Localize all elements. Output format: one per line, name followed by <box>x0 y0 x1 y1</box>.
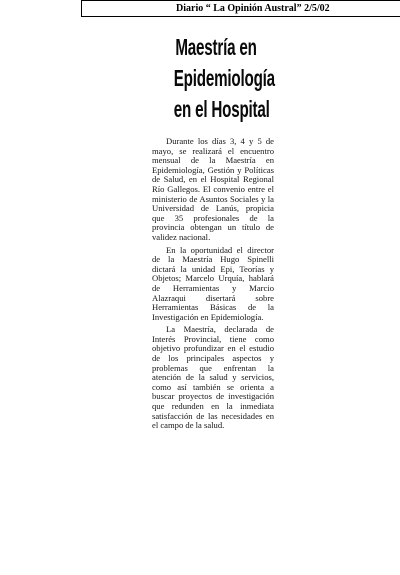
newspaper-clipping <box>152 32 280 493</box>
article-paragraph-3: La Maestría, declarada de Interés Provincial, tiene como objetivo profundizar en el estudio de los principales aspectos y problemas que enfrentan la atención de la salud y servicios, como así también se orienta a buscar proyectos de investigación que redunden en la inmediata satisfacción de las necesidades en el campo de la salud. <box>152 324 274 431</box>
article-body <box>152 137 274 431</box>
article-paragraph-1: Durante los días 3, 4 y 5 de mayo, se realizará el encuentro mensual de la Maestría en Epidemiología, Gestión y Políticas de Salud, en el Hospital Regional Río Gallegos. El convenio entre el ministerio de Asuntos Sociales y la Universidad de Lanús, propicia que 35 profesionales de la provincia obtengan un título de validez nacional. <box>152 136 274 242</box>
headline-line-3: en el Hospital <box>173 96 270 122</box>
source-label: Diario “ La Opinión Austral” 2/5/02 <box>176 3 330 14</box>
headline-line-1: Maestría en <box>175 34 257 60</box>
headline-line-2: Epidemiología <box>173 65 275 91</box>
headline <box>152 32 280 125</box>
article-paragraph-2: En la oportunidad el director de la Maestría Hugo Spinelli dictará la unidad Epi, Teorías y Objetos; Marcelo Urquía, hablará de Herramientas y Marcio Alazraqui disertará sobre Herramientas Básicas de la Investigación en Epidemiología. <box>152 244 274 322</box>
